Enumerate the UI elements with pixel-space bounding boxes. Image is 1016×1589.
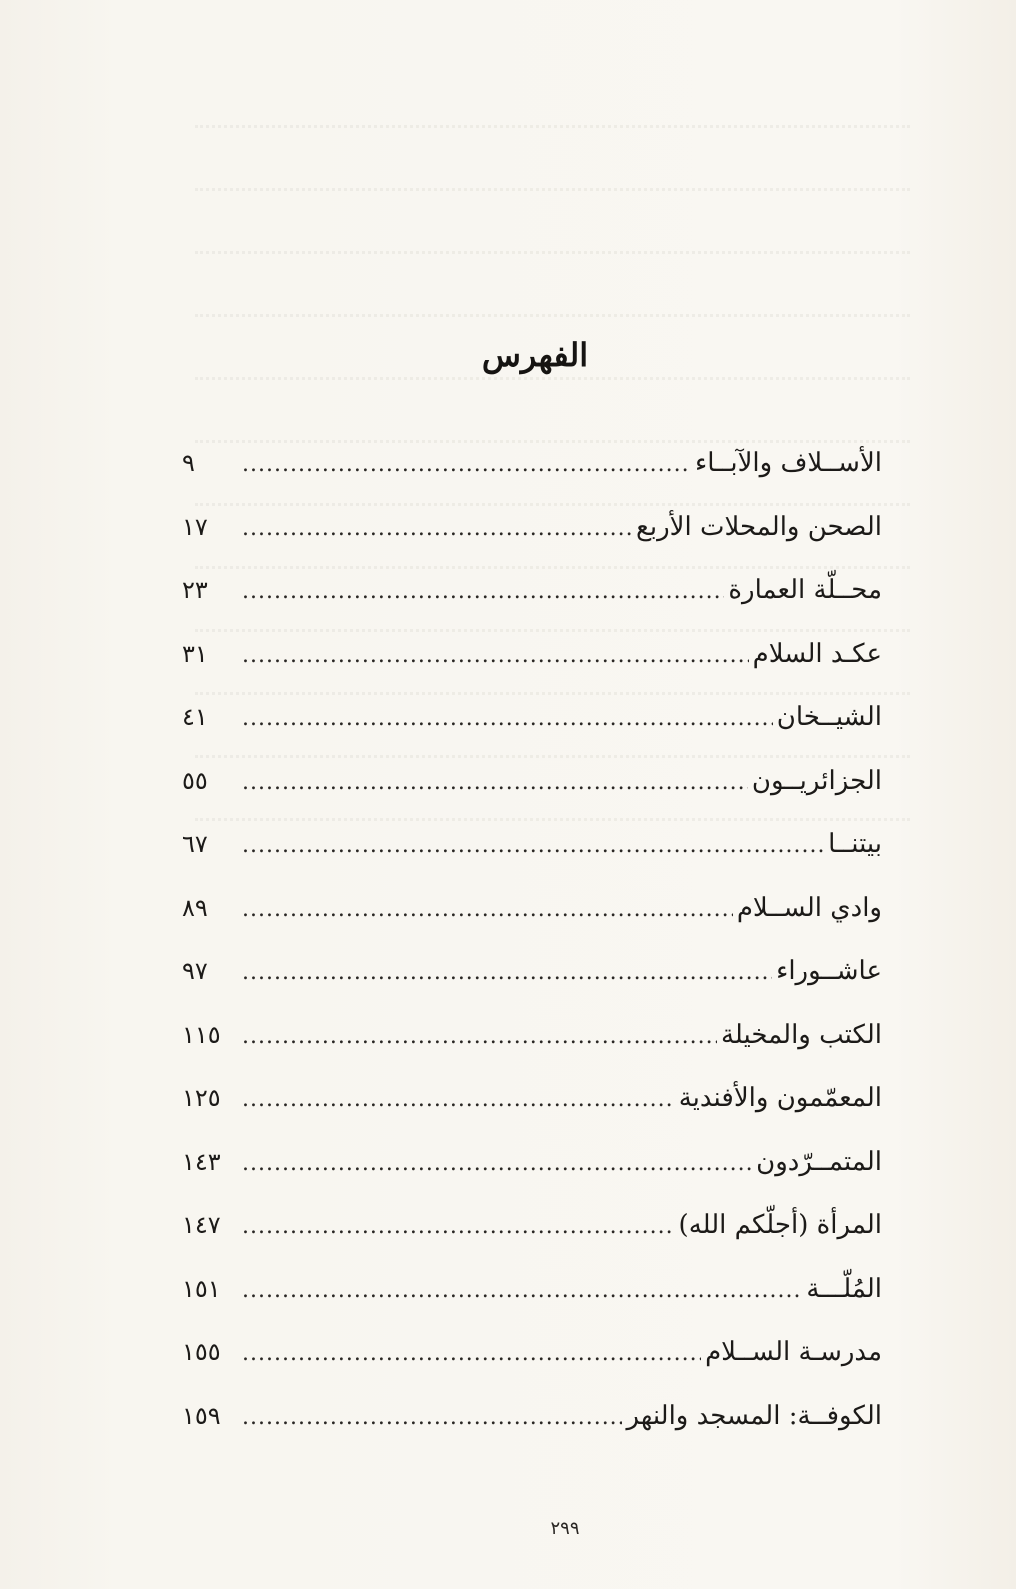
toc-entry-title: الصحن والمحلات الأربع bbox=[636, 511, 882, 542]
toc-entry-title: المعمّمون والأفندية bbox=[678, 1083, 882, 1113]
dot-leader bbox=[242, 1278, 802, 1303]
toc-entry-page: ١٥٩ bbox=[182, 1401, 221, 1430]
toc-entry-title: المرأة (أجلّكم الله) bbox=[678, 1210, 882, 1240]
toc-entry bbox=[182, 766, 882, 830]
toc-entry-title: وادي الســلام bbox=[736, 892, 882, 923]
toc-entry-page: ٦٧ bbox=[182, 830, 208, 858]
toc-entry-title: الشيــخان bbox=[776, 702, 882, 732]
toc-entry-page: ١٢٥ bbox=[182, 1084, 221, 1112]
toc-entry-title: الجزائريــون bbox=[751, 765, 882, 796]
toc-entry bbox=[182, 829, 882, 893]
dot-leader bbox=[242, 1087, 675, 1112]
toc-entry-page: ١٥١ bbox=[182, 1274, 221, 1303]
dot-leader bbox=[242, 516, 632, 541]
toc-entry-title: عاشــوراء bbox=[776, 956, 882, 986]
toc-entry-title: الكوفــة: المسجد والنهر bbox=[626, 1400, 882, 1431]
dot-leader bbox=[242, 897, 733, 922]
dot-leader bbox=[242, 833, 824, 858]
page-title: الفهرس bbox=[481, 336, 589, 374]
dot-leader bbox=[242, 452, 691, 477]
toc-entry-title: الأســلاف والآبــاء bbox=[694, 448, 882, 478]
toc-entry bbox=[182, 1401, 882, 1465]
toc-entry-title: المتمــرّدون bbox=[756, 1146, 882, 1177]
toc-entry-page: ٩ bbox=[182, 449, 195, 477]
toc-entry bbox=[182, 956, 882, 1020]
dot-leader bbox=[242, 960, 772, 985]
toc-entry-page: ١١٥ bbox=[182, 1020, 221, 1049]
toc-entry-title: الكتب والمخيلة bbox=[720, 1019, 882, 1050]
dot-leader bbox=[242, 1024, 717, 1049]
dot-leader bbox=[242, 1341, 701, 1366]
toc-entry-title: المُلّـــة bbox=[806, 1273, 882, 1304]
toc-entry-page: ١٥٥ bbox=[182, 1338, 221, 1366]
toc-entry bbox=[182, 702, 882, 766]
dot-leader bbox=[242, 706, 773, 731]
toc-entry-page: ١٤٧ bbox=[182, 1211, 221, 1239]
toc-entry bbox=[182, 1147, 882, 1211]
toc-entry bbox=[182, 1337, 882, 1401]
toc-entry-page: ٤١ bbox=[182, 703, 208, 731]
dot-leader bbox=[242, 643, 749, 668]
toc-entry-page: ١٤٣ bbox=[182, 1147, 221, 1176]
dot-leader bbox=[242, 1214, 675, 1239]
toc-entry-page: ٢٣ bbox=[182, 576, 208, 604]
table-of-contents bbox=[182, 448, 882, 1464]
toc-entry bbox=[182, 512, 882, 576]
dot-leader bbox=[242, 1405, 622, 1430]
toc-entry bbox=[182, 1274, 882, 1338]
toc-entry bbox=[182, 1020, 882, 1084]
toc-entry-page: ٩٧ bbox=[182, 957, 208, 985]
toc-entry-title: محــلّة العمارة bbox=[728, 575, 882, 605]
page-number: ٢٩٩ bbox=[550, 1518, 580, 1539]
toc-entry-page: ٣١ bbox=[182, 639, 208, 668]
toc-entry bbox=[182, 448, 882, 512]
toc-entry bbox=[182, 639, 882, 703]
toc-entry-title: عكـد السلام bbox=[752, 638, 882, 669]
toc-entry-page: ١٧ bbox=[182, 512, 208, 541]
toc-entry bbox=[182, 1083, 882, 1147]
toc-entry-title: مدرسـة الســلام bbox=[705, 1337, 882, 1367]
dot-leader bbox=[242, 1151, 752, 1176]
toc-entry-page: ٨٩ bbox=[182, 893, 208, 922]
dot-leader bbox=[242, 579, 724, 604]
dot-leader bbox=[242, 770, 748, 795]
toc-entry bbox=[182, 893, 882, 957]
toc-entry bbox=[182, 575, 882, 639]
toc-entry-title: بيتنــا bbox=[828, 829, 882, 859]
toc-entry-page: ٥٥ bbox=[182, 766, 208, 795]
toc-entry bbox=[182, 1210, 882, 1274]
